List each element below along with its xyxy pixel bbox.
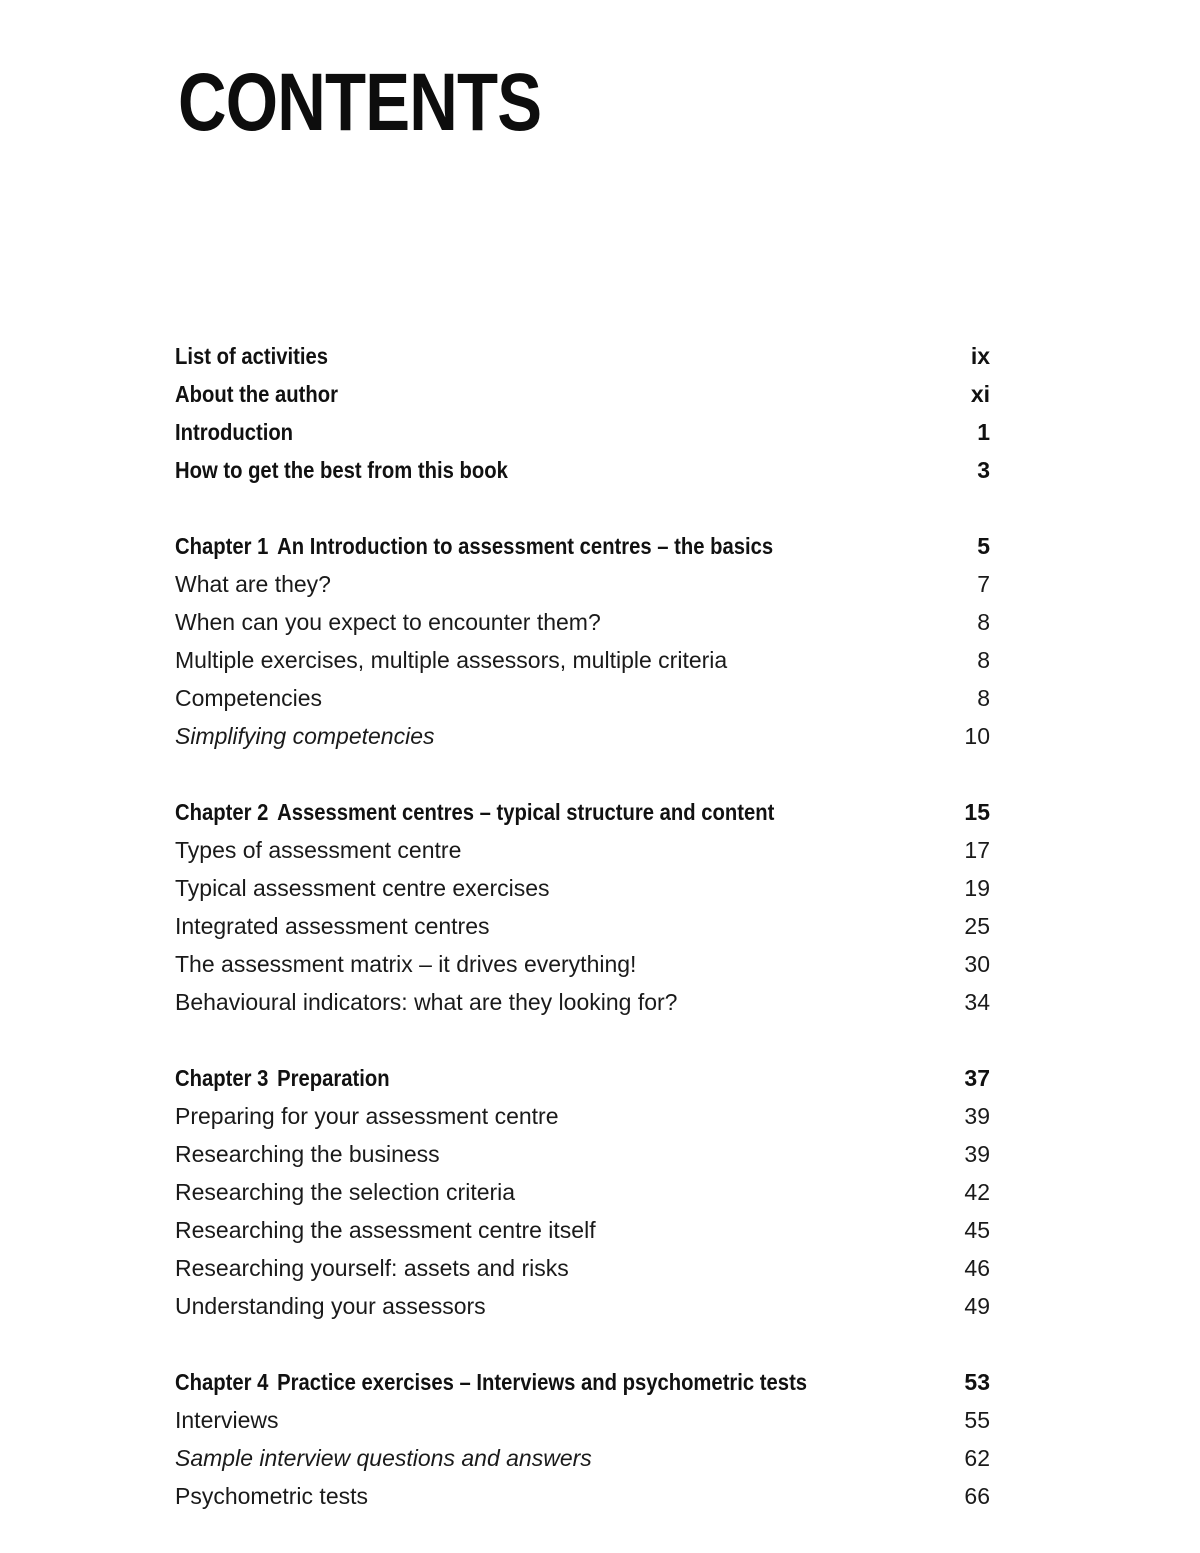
toc-section-page: 8 — [977, 647, 990, 673]
toc-section-entry[interactable] — [175, 603, 990, 641]
chapter-title: Preparation — [277, 1065, 390, 1091]
chapter-4-heading[interactable] — [175, 1363, 990, 1401]
toc-section-page: 25 — [964, 913, 990, 939]
page-title: CONTENTS — [178, 57, 542, 148]
toc-section-entry[interactable] — [175, 1401, 990, 1439]
toc-entry-about-the-author[interactable] — [175, 375, 990, 413]
toc-section-page: 55 — [964, 1407, 990, 1433]
toc-section-page: 46 — [964, 1255, 990, 1281]
toc-section-entry[interactable] — [175, 831, 990, 869]
toc-section-page: 17 — [964, 837, 990, 863]
chapter-heading-label — [175, 1059, 390, 1097]
chapter-number: Chapter 3 — [175, 1065, 269, 1091]
toc-section-label: Interviews — [175, 1407, 279, 1433]
toc-section-entry[interactable] — [175, 565, 990, 603]
toc-section-entry[interactable] — [175, 1249, 990, 1287]
toc-section-entry[interactable] — [175, 907, 990, 945]
toc-section-entry[interactable] — [175, 1097, 990, 1135]
toc-entry-label: Introduction — [175, 419, 294, 445]
toc-entry-page: 3 — [977, 457, 990, 483]
toc-section-label: Researching the assessment centre itself — [175, 1217, 596, 1243]
toc-section-label: Multiple exercises, multiple assessors, multiple criteria — [175, 647, 728, 673]
toc-entry-label: How to get the best from this book — [175, 457, 508, 483]
toc-section-entry[interactable] — [175, 1287, 990, 1325]
chapter-page: 5 — [977, 533, 990, 559]
chapter-1-group — [175, 527, 990, 755]
toc-section-label: When can you expect to encounter them? — [175, 609, 601, 635]
chapter-number: Chapter 1 — [175, 533, 269, 559]
toc-section-entry[interactable] — [175, 945, 990, 983]
toc-section-page: 66 — [964, 1483, 990, 1509]
toc-entry-label: About the author — [175, 381, 339, 407]
chapter-page: 53 — [964, 1369, 990, 1395]
toc-section-page: 7 — [977, 571, 990, 597]
chapter-heading-label — [175, 793, 774, 831]
toc-subsection-entry[interactable] — [175, 1439, 990, 1477]
toc-section-label: Typical assessment centre exercises — [175, 875, 550, 901]
toc-section-entry[interactable] — [175, 983, 990, 1021]
toc-section-page: 34 — [964, 989, 990, 1015]
toc-subsection-label: Sample interview questions and answers — [175, 1445, 592, 1471]
toc-entry-introduction[interactable] — [175, 413, 990, 451]
toc-section-entry[interactable] — [175, 869, 990, 907]
toc-section-page: 39 — [964, 1103, 990, 1129]
toc-section-entry[interactable] — [175, 641, 990, 679]
toc-section-entry[interactable] — [175, 1173, 990, 1211]
chapter-page: 37 — [964, 1065, 990, 1091]
chapter-number: Chapter 4 — [175, 1369, 269, 1395]
toc-section-page: 42 — [964, 1179, 990, 1205]
toc-section-label: Behavioural indicators: what are they looking for? — [175, 989, 678, 1015]
toc-entry-page: xi — [970, 381, 990, 407]
toc-section-label: Competencies — [175, 685, 323, 711]
toc-section-page: 45 — [964, 1217, 990, 1243]
toc-section-label: Researching the selection criteria — [175, 1179, 516, 1205]
chapter-title: Practice exercises – Interviews and psychometric tests — [277, 1369, 808, 1395]
toc-section-page: 8 — [977, 685, 990, 711]
toc-section-label: Psychometric tests — [175, 1483, 368, 1509]
toc-section-entry[interactable] — [175, 1211, 990, 1249]
front-matter-group — [175, 337, 990, 489]
chapter-page: 15 — [964, 799, 990, 825]
toc-subsection-page: 10 — [964, 723, 990, 749]
toc-section-entry[interactable] — [175, 679, 990, 717]
toc-subsection-page: 62 — [964, 1445, 990, 1471]
toc-section-page: 39 — [964, 1141, 990, 1167]
toc-entry-list-of-activities[interactable] — [175, 337, 990, 375]
toc-section-label: The assessment matrix – it drives everything! — [175, 951, 637, 977]
toc-entry-page: ix — [970, 343, 990, 369]
chapter-4-group — [175, 1363, 990, 1515]
chapter-2-group — [175, 793, 990, 1021]
toc-entry-label: List of activities — [175, 343, 328, 369]
chapter-heading-label — [175, 527, 773, 565]
toc-section-label: Preparing for your assessment centre — [175, 1103, 559, 1129]
toc-entry-how-to-get-the-best[interactable] — [175, 451, 990, 489]
toc-section-label: Understanding your assessors — [175, 1293, 486, 1319]
chapter-3-heading[interactable] — [175, 1059, 990, 1097]
chapter-number: Chapter 2 — [175, 799, 269, 825]
toc-entry-page: 1 — [977, 419, 990, 445]
toc-subsection-label: Simplifying competencies — [175, 723, 435, 749]
toc-section-label: What are they? — [175, 571, 331, 597]
chapter-1-heading[interactable] — [175, 527, 990, 565]
toc-subsection-entry[interactable] — [175, 717, 990, 755]
toc-section-page: 30 — [964, 951, 990, 977]
toc-section-label: Researching yourself: assets and risks — [175, 1255, 569, 1281]
toc-section-entry[interactable] — [175, 1135, 990, 1173]
toc-section-page: 8 — [977, 609, 990, 635]
chapter-title: Assessment centres – typical structure and content — [277, 799, 775, 825]
chapter-2-heading[interactable] — [175, 793, 990, 831]
toc-section-page: 49 — [964, 1293, 990, 1319]
chapter-3-group — [175, 1059, 990, 1325]
toc-section-entry[interactable] — [175, 1477, 990, 1515]
toc-section-label: Integrated assessment centres — [175, 913, 490, 939]
chapter-title: An Introduction to assessment centres – the basics — [277, 533, 774, 559]
toc-section-label: Types of assessment centre — [175, 837, 462, 863]
table-of-contents — [175, 337, 990, 1553]
toc-section-label: Researching the business — [175, 1141, 440, 1167]
toc-section-page: 19 — [964, 875, 990, 901]
chapter-heading-label — [175, 1363, 807, 1401]
